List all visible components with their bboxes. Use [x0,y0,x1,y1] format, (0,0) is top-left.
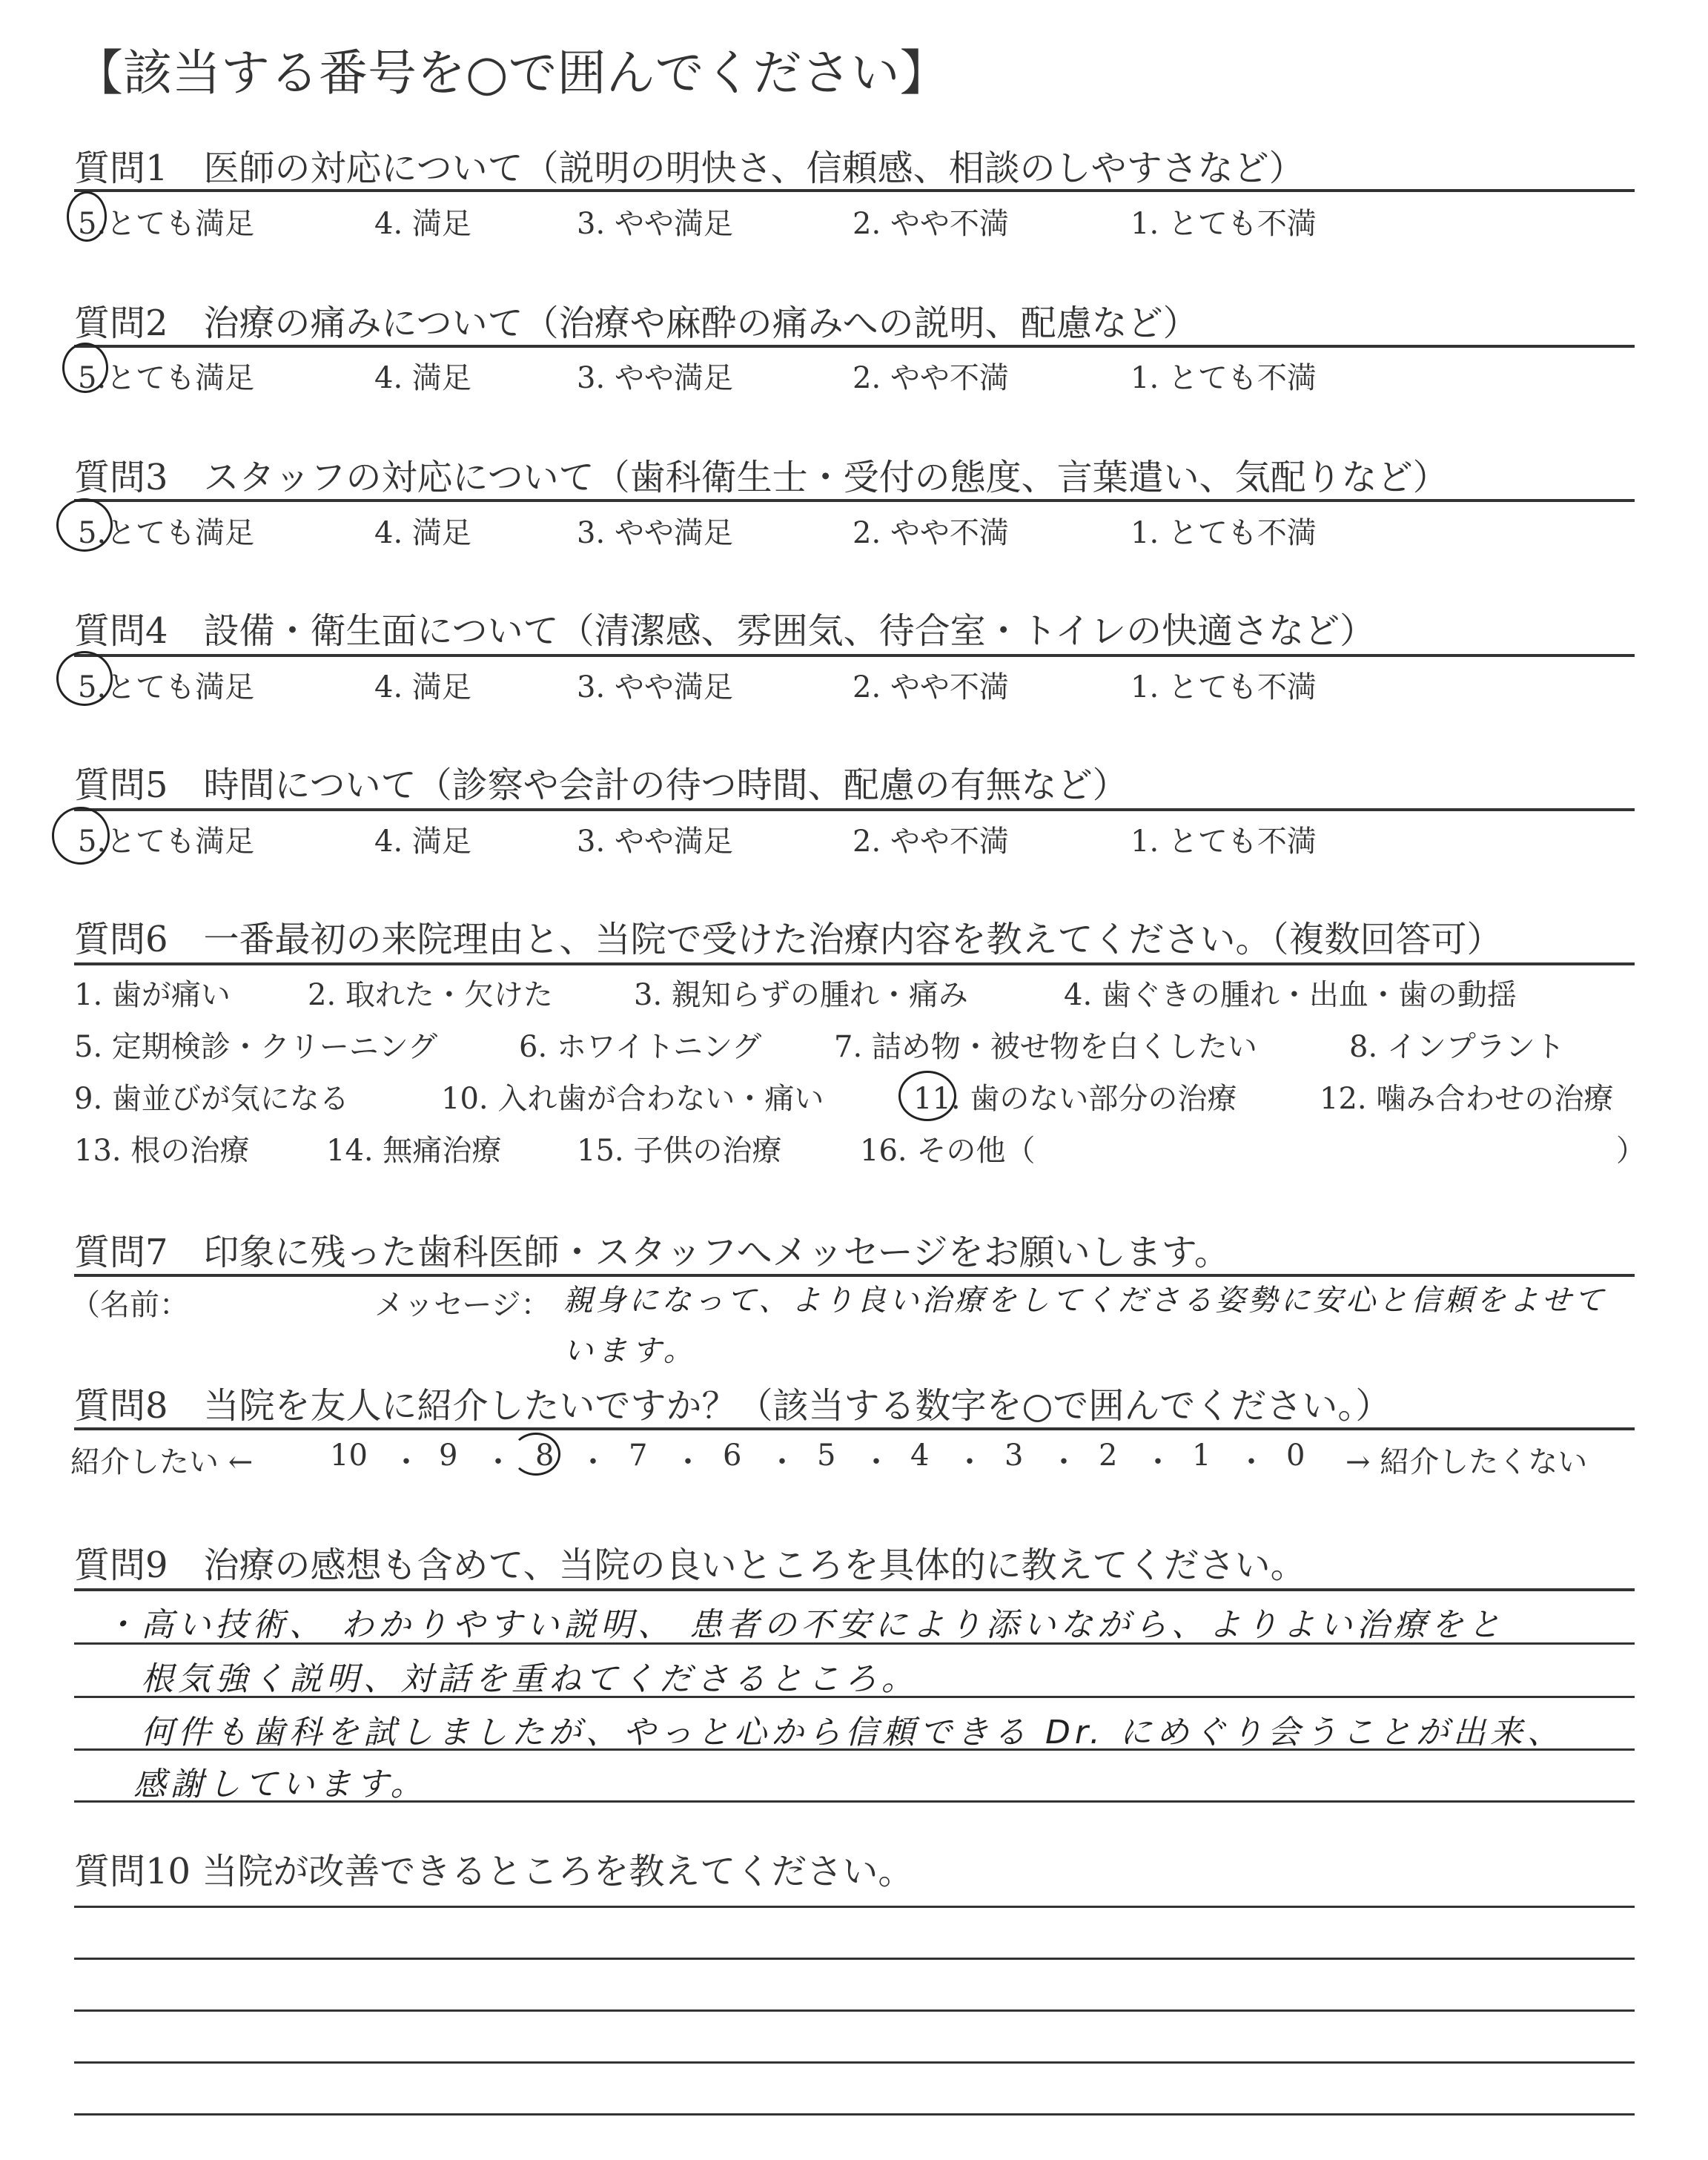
q9-answer-line4: 感謝しています。 [133,1766,428,1803]
question-2-rule [74,345,1635,348]
q4-option-2[interactable]: 2. やや不満 [853,670,1009,704]
q3-option-4[interactable]: 4. 満足 [374,516,471,550]
question-10-label: 質問10 当院が改善できるところを教えてください。 [74,1851,914,1892]
q8-scale-5[interactable]: 5 [817,1439,836,1473]
q4-option-3[interactable]: 3. やや満足 [577,670,733,704]
q5-option-3[interactable]: 3. やや満足 [577,825,733,859]
q8-dot: ・ [673,1445,703,1479]
q3-option-1[interactable]: 1. とても不満 [1131,516,1317,550]
question-6-rule [74,962,1635,965]
q9-answer-rule [74,1642,1635,1645]
q6-selection-circle [898,1071,956,1121]
q8-scale-6[interactable]: 6 [723,1439,742,1473]
q2-option-3[interactable]: 3. やや満足 [577,361,733,395]
question-4-rule [74,654,1635,657]
q2-option-1[interactable]: 1. とても不満 [1131,361,1317,395]
q7-name-label: （名前： [70,1288,189,1322]
q1-selection-circle [67,191,107,242]
question-8-rule [74,1427,1635,1430]
q6-option-5[interactable]: 5. 定期検診・クリーニング [74,1030,438,1064]
page-title: 【該当する番号を○で囲んでください】 [74,44,949,102]
q8-scale-7[interactable]: 7 [629,1439,648,1473]
q6-option-16-close-paren: ） [1616,1134,1646,1168]
question-5-rule [74,808,1635,811]
q3-selection-circle [56,498,113,552]
q2-option-2[interactable]: 2. やや不満 [853,361,1009,395]
q6-option-12[interactable]: 12. 噛み合わせの治療 [1320,1082,1614,1116]
q10-answer-rule [74,1958,1635,1960]
q6-option-16[interactable]: 16. その他（ [860,1134,1036,1168]
q8-scale-2[interactable]: 2 [1099,1439,1118,1473]
q8-dot: ・ [391,1445,421,1479]
q10-answer-rule [74,1906,1635,1908]
q6-option-13[interactable]: 13. 根の治療 [74,1134,250,1168]
q8-scale-10[interactable]: 10 [330,1439,368,1473]
q8-dot: ・ [1049,1445,1079,1479]
q7-message-handwritten-line1: 親身になって、より良い治療をしてくださる姿勢に安心と信頼をよせて [563,1284,1607,1318]
question-9-rule [74,1588,1635,1591]
q8-scale-1[interactable]: 1 [1192,1439,1211,1473]
q9-answer-line2: 根気強く説明、対話を重ねてくださるところ。 [141,1660,918,1698]
q5-selection-circle [52,807,110,865]
question-3-rule [74,499,1635,502]
q8-scale-8[interactable]: 8 [535,1439,555,1473]
question-9-label: 質問9 治療の感想も含めて、当院の良いところを具体的に教えてください。 [74,1545,1306,1586]
q4-option-1[interactable]: 1. とても不満 [1131,670,1317,704]
q6-option-4[interactable]: 4. 歯ぐきの腫れ・出血・歯の動揺 [1064,978,1517,1012]
q8-dot: ・ [767,1445,797,1479]
q6-option-2[interactable]: 2. 取れた・欠けた [308,978,553,1012]
q5-option-5[interactable]: 5.とても満足 [78,825,255,859]
question-7-label: 質問7 印象に残った歯科医師・スタッフへメッセージをお願いします。 [74,1232,1230,1273]
q2-option-4[interactable]: 4. 満足 [374,361,471,395]
q3-option-2[interactable]: 2. やや不満 [853,516,1009,550]
q8-left-label: 紹介したい ← [70,1445,254,1479]
q4-option-5[interactable]: 5.とても満足 [78,670,255,704]
q8-dot: ・ [861,1445,891,1479]
q9-answer-rule [74,1696,1635,1698]
q8-scale-3[interactable]: 3 [1004,1439,1024,1473]
q1-option-2[interactable]: 2. やや不満 [853,207,1009,241]
q4-selection-circle [56,651,113,706]
q9-answer-rule [74,1800,1635,1803]
q9-answer-line1: ・高い技術、 わかりやすい説明、 患者の不安により添いながら、よりよい治療をと [104,1606,1505,1644]
q10-answer-rule [74,2009,1635,2012]
q1-option-5[interactable]: 5.とても満足 [78,207,255,241]
q3-option-3[interactable]: 3. やや満足 [577,516,733,550]
q5-option-4[interactable]: 4. 満足 [374,825,471,859]
q6-option-15[interactable]: 15. 子供の治療 [577,1134,782,1168]
q8-dot: ・ [955,1445,984,1479]
q8-scale-4[interactable]: 4 [910,1439,930,1473]
q6-option-3[interactable]: 3. 親知らずの腫れ・痛み [634,978,968,1012]
question-1-label: 質問1 医師の対応について（説明の明快さ、信頼感、相談のしやすさなど） [74,148,1305,189]
q5-option-2[interactable]: 2. やや不満 [853,825,1009,859]
q8-scale-9[interactable]: 9 [439,1439,458,1473]
question-4-label: 質問4 設備・衛生面について（清潔感、雰囲気、待合室・トイレの快適さなど） [74,610,1376,652]
q1-option-1[interactable]: 1. とても不満 [1131,207,1317,241]
question-6-label: 質問6 一番最初の来院理由と、当院で受けた治療内容を教えてください。（複数回答可） [74,919,1503,960]
q2-selection-circle [62,343,108,393]
q8-dot: ・ [1237,1445,1266,1479]
q4-option-4[interactable]: 4. 満足 [374,670,471,704]
question-8-label: 質問8 当院を友人に紹介したいですか？（該当する数字を○で囲んでください。） [74,1385,1391,1427]
question-3-label: 質問3 スタッフの対応について（歯科衛生士・受付の態度、言葉遣い、気配りなど） [74,457,1449,498]
q5-option-1[interactable]: 1. とても不満 [1131,825,1317,859]
q8-selection-circle [512,1433,560,1476]
q10-answer-rule [74,2061,1635,2064]
q6-option-8[interactable]: 8. インプラント [1349,1030,1565,1064]
q1-option-3[interactable]: 3. やや満足 [577,207,733,241]
q8-dot: ・ [578,1445,608,1479]
q1-option-4[interactable]: 4. 満足 [374,207,471,241]
q8-right-label: → 紹介したくない [1345,1445,1588,1479]
q6-option-14[interactable]: 14. 無痛治療 [326,1134,502,1168]
q6-option-6[interactable]: 6. ホワイトニング [519,1030,762,1064]
q8-dot: ・ [1143,1445,1173,1479]
q6-option-10[interactable]: 10. 入れ歯が合わない・痛い [441,1082,824,1116]
q2-option-5[interactable]: 5.とても満足 [78,361,255,395]
q7-message-handwritten-line2: います。 [563,1334,698,1368]
q9-answer-line3: 何件も歯科を試しましたが、やっと心から信頼できる Dr. にめぐり会うことが出来、 [141,1714,1564,1751]
question-5-label: 質問5 時間について（診察や会計の待つ時間、配慮の有無など） [74,764,1128,806]
q10-answer-rule [74,2113,1635,2116]
q6-option-9[interactable]: 9. 歯並びが気になる [74,1082,349,1116]
question-2-label: 質問2 治療の痛みについて（治療や麻酔の痛みへの説明、配慮など） [74,303,1199,344]
q6-option-1[interactable]: 1. 歯が痛い [74,978,231,1012]
q7-message-label: メッセージ： [374,1288,551,1322]
q6-option-7[interactable]: 7. 詰め物・被せ物を白くしたい [834,1030,1257,1064]
q3-option-5[interactable]: 5.とても満足 [78,516,255,550]
q8-scale-0[interactable]: 0 [1286,1439,1305,1473]
q9-answer-rule [74,1748,1635,1751]
q6-option-11[interactable]: 11. 歯のない部分の治療 [913,1082,1237,1116]
q8-dot: ・ [483,1445,513,1479]
question-1-rule [74,189,1635,192]
